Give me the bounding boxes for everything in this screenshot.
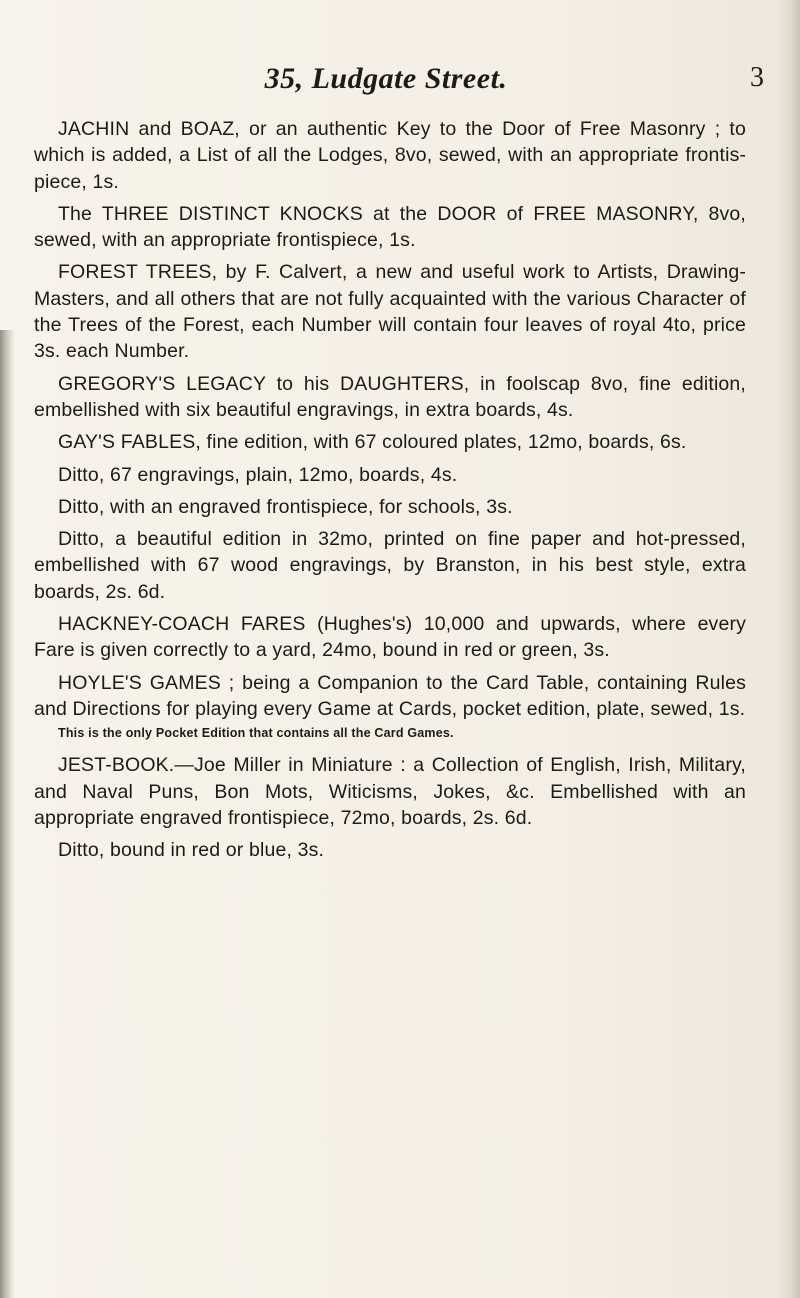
page-number: 3: [750, 62, 764, 93]
running-title: 35, Ludgate Street.: [264, 62, 508, 95]
entry-three-knocks: The THREE DISTINCT KNOCKS at the DOOR of FREE MASONRY, 8vo, sewed, with an appropriate frontispiece, 1s.: [34, 202, 746, 252]
entry-jest-book: JEST-BOOK.—Joe Miller in Miniature : a Collection of English, Irish, Military, and Naval Puns, Bon Mots, Witicisms, Jokes, &c. Embellished with an appropriate engraved frontispiece, 72mo, boards, 2s. 6d.: [34, 754, 746, 829]
entry-gays-fables: GAY'S FABLES, fine edition, with 67 coloured plates, 12mo, boards, 6s.: [58, 431, 687, 454]
catalogue-list: [34, 116, 746, 869]
running-head: [36, 62, 764, 102]
entry-forest-trees: FOREST TREES, by F. Calvert, a new and useful work to Artists, Drawing-Masters, and all others that are not fully acquainted with the various Character of the Trees of the Forest, each Number will contain four leaves of royal 4to, price 3s. each Number.: [34, 261, 746, 363]
entry-ditto-32mo: Ditto, a beautiful edition in 32mo, printed on fine paper and hot-pressed, embellished with 67 wood engravings, by Branston, in his best style, extra boards, 2s. 6d.: [34, 528, 746, 603]
note-pocket-edition: This is the only Pocket Edition that contains all the Card Games.: [58, 726, 454, 741]
page-edge: [778, 0, 800, 1298]
entry-ditto-bound: Ditto, bound in red or blue, 3s.: [58, 839, 325, 862]
entry-ditto-schools: Ditto, with an engraved frontispiece, for schools, 3s.: [58, 495, 513, 518]
entry-hackney-coach: HACKNEY-COACH FARES (Hughes's) 10,000 and upwards, where every Fare is given correctly to a yard, 24mo, bound in red or green, 3s.: [34, 613, 746, 662]
entry-ditto-plain: Ditto, 67 engravings, plain, 12mo, boards, 4s.: [58, 463, 458, 486]
entry-hoyles-games: HOYLE'S GAMES ; being a Companion to the Card Table, containing Rules and Directions for playing every Game at Cards, pocket edition, plate, sewed, 1s.: [34, 671, 746, 720]
entry-gregorys-legacy: GREGORY'S LEGACY to his DAUGHTERS, in foolscap 8vo, fine edition, embellished with six beautiful engravings, in extra boards, 4s.: [34, 372, 746, 421]
page-gutter-shadow: [0, 330, 14, 1298]
entry-jachin-boaz: JACHIN and BOAZ, or an authentic Key to the Door of Free Masonry ; to which is added, a List of all the Lodges, 8vo, sewed, with an appropriate frontispiece, 1s.: [34, 118, 746, 193]
